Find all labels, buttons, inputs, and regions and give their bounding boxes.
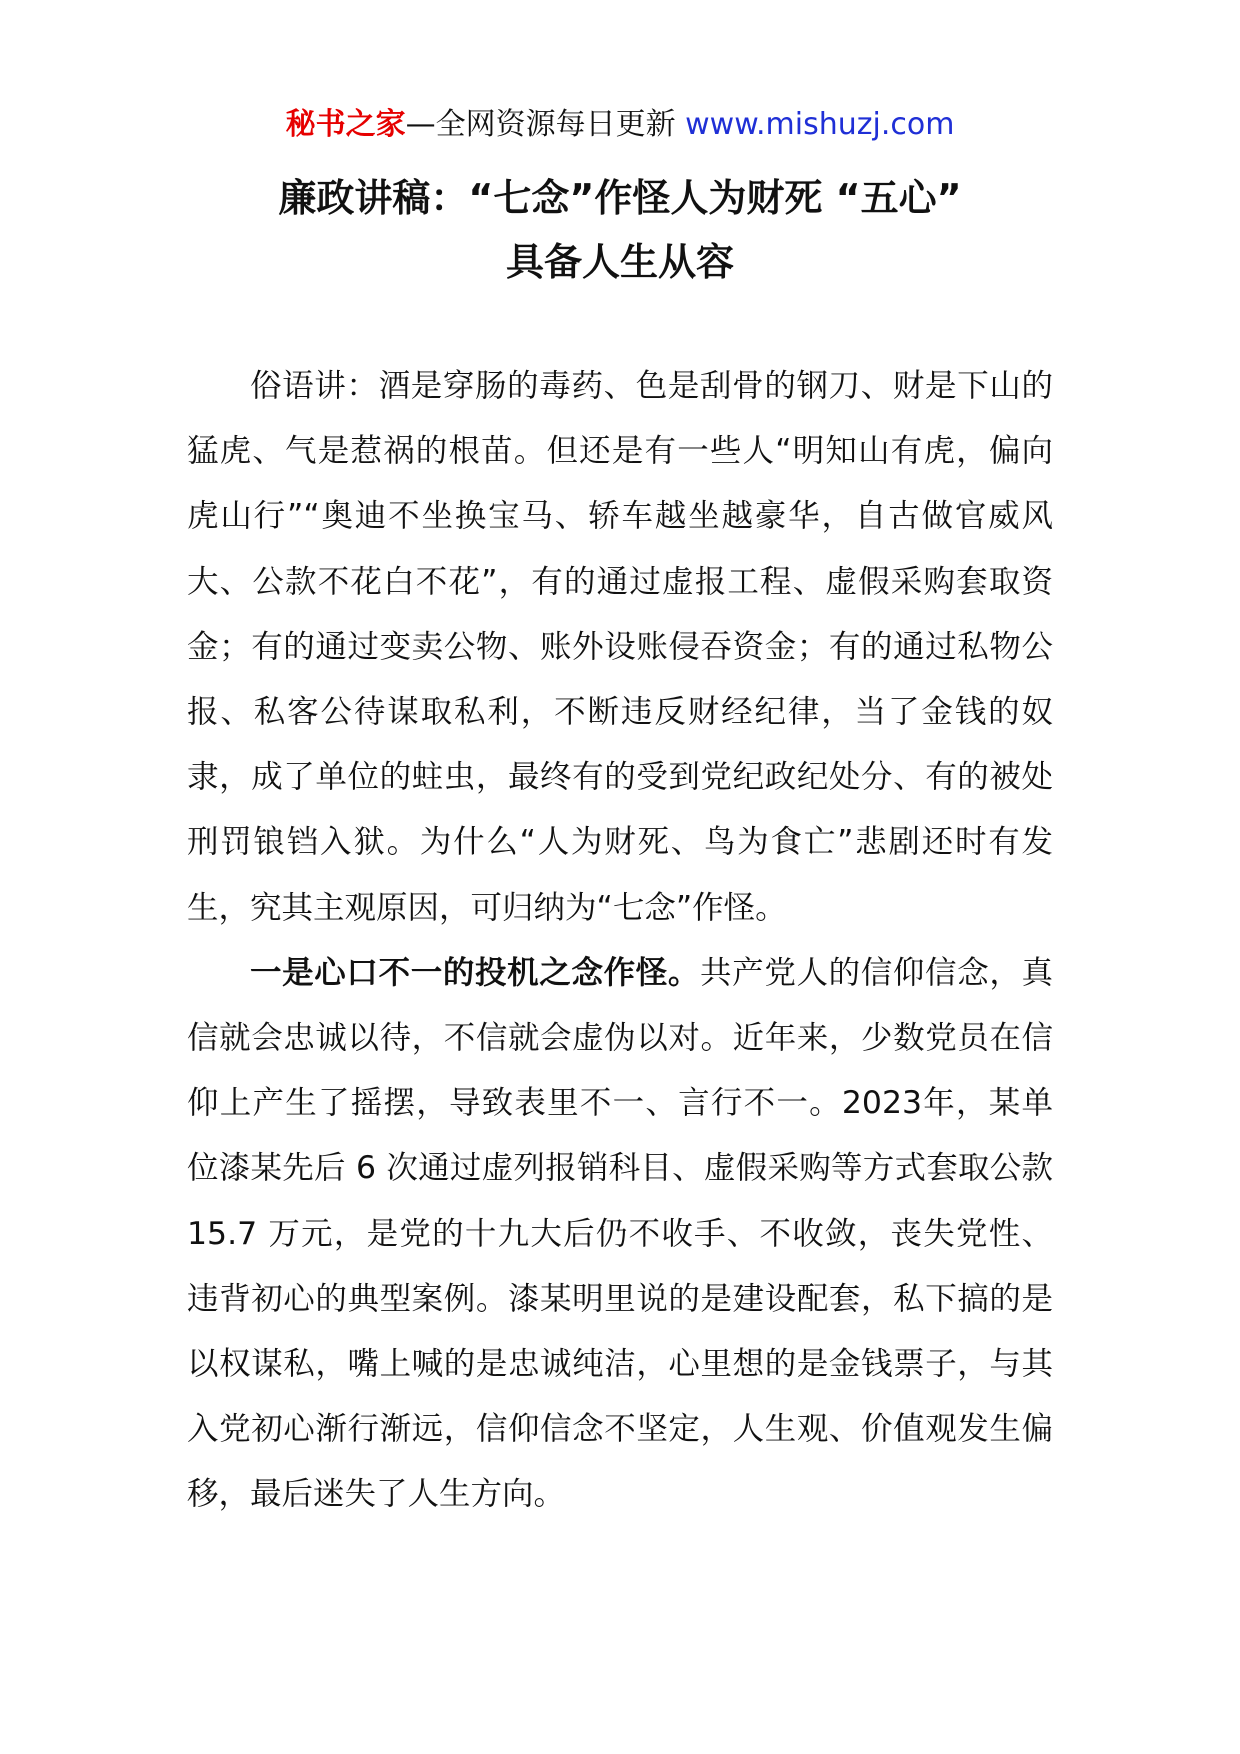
paragraph-text: 共产党人的信仰信念，真信就会忠诚以待，不信就会虚伪以对。近年来，少数党员在信仰上产生了摇摆，导致表里不一、言行不一。2023年，某单位漆某先后 6 次通过虚列报销科目、虚假采购等方式套取公款 15.7 万元，是党的十九大后仍不收手、不收敛，丧失党性、违背初心的典型案例。漆某明里说的是建设配套，私下搞的是以权谋私，嘴上喊的是忠诚纯洁，心里想的是金钱票子，与其入党初心渐行渐远，信仰信念不坚定，人生观、价值观发生偏移，最后迷失了人生方向。 xyxy=(187,954,1053,1513)
header-tagline: 全网资源每日更新 xyxy=(435,107,686,142)
title-line-2: 具备人生从容 xyxy=(505,240,734,284)
brand-name: 秘书之家 xyxy=(285,107,406,142)
document-title xyxy=(150,166,1090,294)
body-paragraph-2 xyxy=(187,941,1053,1528)
title-line-1: 廉政讲稿：“七念”作怪人为财死 “五心” xyxy=(278,176,962,220)
body-paragraph-1 xyxy=(187,354,1053,941)
header-separator: — xyxy=(405,107,436,142)
site-url: www.mishuzj.com xyxy=(685,107,955,142)
document-body xyxy=(187,354,1053,1528)
site-header xyxy=(0,104,1240,146)
paragraph-lead-heading: 一是心口不一的投机之念作怪。 xyxy=(250,954,701,991)
paragraph-text: 俗语讲：酒是穿肠的毒药、色是刮骨的钢刀、财是下山的猛虎、气是惹祸的根苗。但还是有一些人“明知山有虎，偏向虎山行”“奥迪不坐换宝马、轿车越坐越豪华，自古做官威风大、公款不花白不花”，有的通过虚报工程、虚假采购套取资金；有的通过变卖公物、账外设账侵吞资金；有的通过私物公报、私客公待谋取私利，不断违反财经纪律，当了金钱的奴隶，成了单位的蛀虫，最终有的受到党纪政纪处分、有的被处刑罚锒铛入狱。为什么“人为财死、鸟为食亡”悲剧还时有发生，究其主观原因，可归纳为“七念”作怪。 xyxy=(187,368,1053,926)
